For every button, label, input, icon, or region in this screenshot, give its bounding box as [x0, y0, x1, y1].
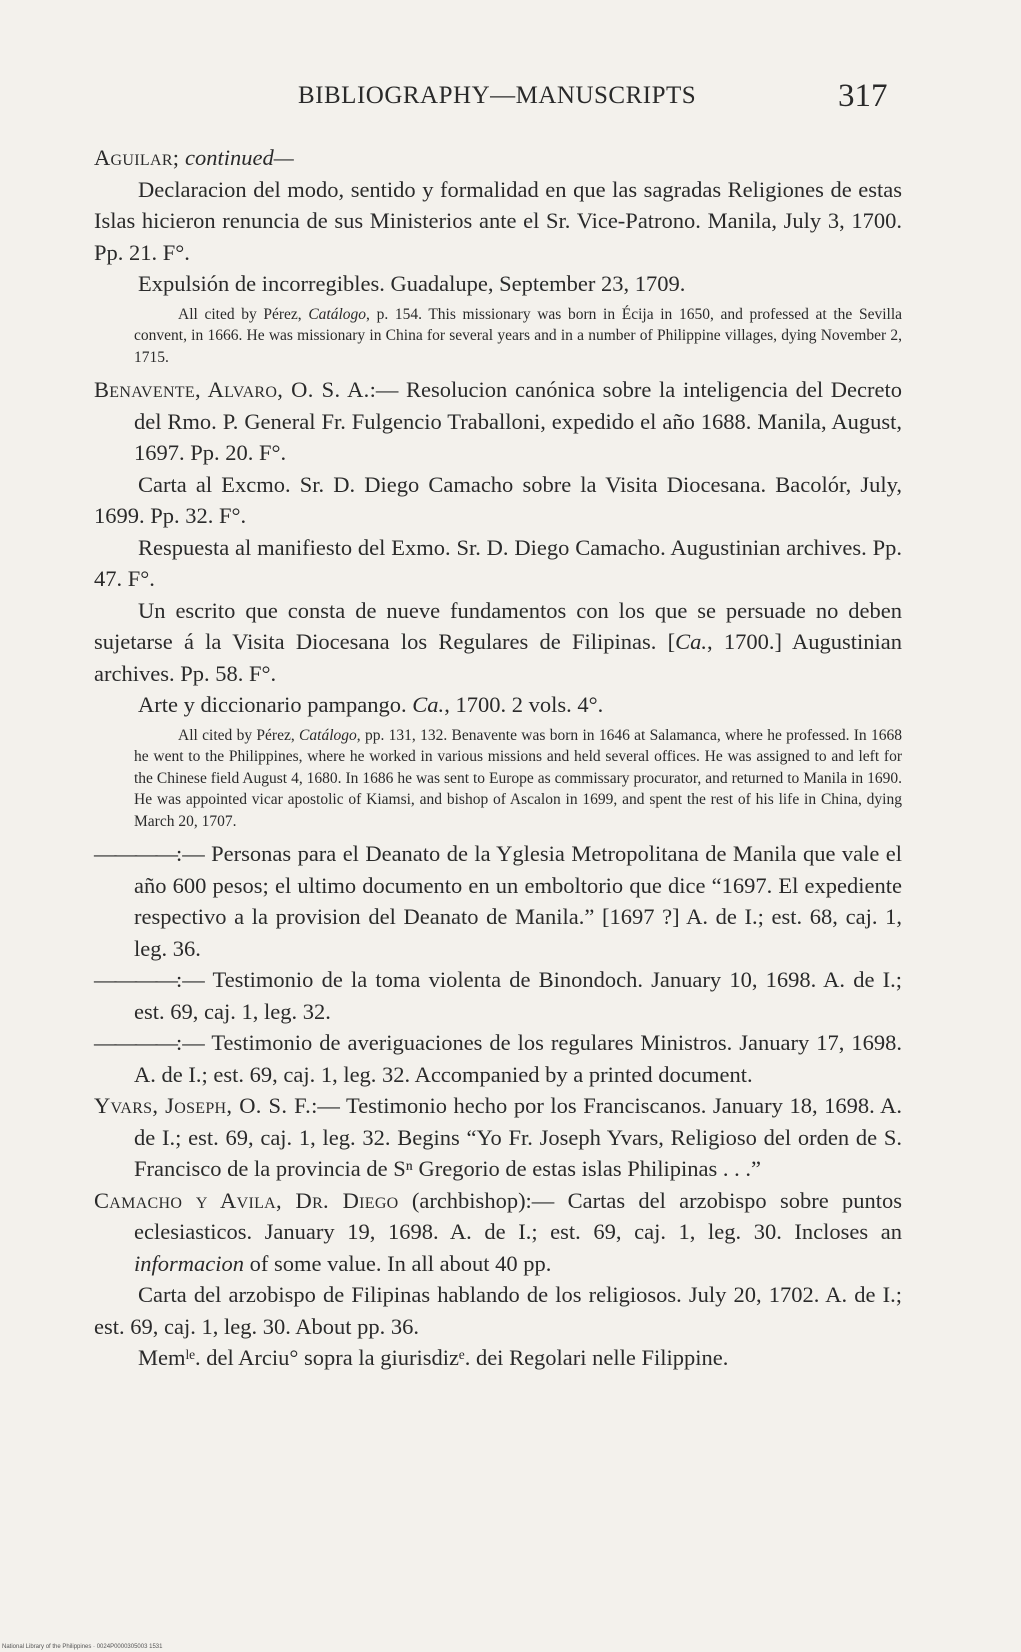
footnote: All cited by Pérez, Catálogo, pp. 131, 132. Benavente was born in 1646 at Salamanca, where he professed. In 1668 he went to the Philippines, where he worked in various missions and held several offices. He was assigned to and left for the Chinese field August 4, 1680. In 1686 he was sent to Europe as commissary procurator, and returned to Manila in 1690. He was appointed vicar apostolic of Kiamsi, and bishop of Ascalon in 1699, and spent the rest of his life in China, dying March 20, 1707.	[134, 726, 903, 830]
bibliography-item: Memˡᵉ. del Arciu° sopra la giurisdizᵉ. dei Regolari nelle Filippine.	[138, 1345, 729, 1370]
ditto-dash: ————	[94, 1030, 176, 1055]
bibliography-item: Arte y diccionario pampango. Ca., 1700. 2 vols. 4°.	[138, 692, 604, 717]
author-name: Benavente, Alvaro, O. S. A.	[94, 377, 370, 402]
bibliography-item: Camacho y Avila, Dr. Diego (archbishop):— Cartas del arzobispo sobre puntos eclesiasticos. January 19, 1698. A. de I.; est. 69, caj. 1, leg. 30. Incloses an informacion of some value. In all about 40 pp.	[94, 1187, 903, 1276]
bibliography-item: ————:— Testimonio de la toma violenta de Binondoch. January 10, 1698. A. de I.; est. 69, caj. 1, leg. 32.	[94, 967, 902, 1024]
scan-footer: National Library of the Philippines · 0024P0000305003 1531	[2, 1644, 163, 1650]
footnote: All cited by Pérez, Catálogo, p. 154. This missionary was born in Écija in 1650, and professed at the Sevilla convent, in 1666. He was missionary in China for several years and in a number of Philippine villages, dying November 2, 1715.	[134, 305, 903, 366]
bibliography-item: Yvars, Joseph, O. S. F.:— Testimonio hecho por los Franciscanos. January 18, 1698. A. de I.; est. 69, caj. 1, leg. 32. Begins “Yo Fr. Joseph Yvars, Religioso del orden de S. Francisco de la provincia de Sⁿ Gregorio de estas islas Philipinas . . .”	[94, 1093, 902, 1181]
continued-label: continued—	[184, 145, 294, 170]
entry-heading	[94, 142, 902, 174]
bibliography-item: Carta del arzobispo de Filipinas hablando de los religiosos. July 20, 1702. A. de I.; est. 69, caj. 1, leg. 30. About pp. 36.	[94, 1282, 902, 1339]
bibliography-item: Expulsión de incorregibles. Guadalupe, September 23, 1709.	[138, 271, 686, 296]
bibliography-item: Carta al Excmo. Sr. D. Diego Camacho sobre la Visita Diocesana. Bacolór, July, 1699. Pp. 32. F°.	[94, 471, 902, 528]
entry-anonymous-3	[94, 1027, 902, 1090]
bibliography-item: ————:— Personas para el Deanato de la Yglesia Metropolitana de Manila que vale el año 600 pesos; el ultimo documento en un emboltorio que dice “1697. El expediente respectivo a la provision del Deanato de Manila.” [1697 ?] A. de I.; est. 68, caj. 1, leg. 36.	[94, 841, 902, 961]
bibliography-item: Declaracion del modo, sentido y formalidad en que las sagradas Religiones de estas Islas hicieron renuncia de sus Ministerios ante el Sr. Vice-Patrono. Manila, July 3, 1700. Pp. 21. F°.	[94, 176, 902, 265]
bibliography-item: ————:— Testimonio de averiguaciones de los regulares Ministros. January 17, 1698. A. de I.; est. 69, caj. 1, leg. 32. Accompanied by a printed document.	[94, 1030, 902, 1087]
page-body	[94, 142, 902, 1374]
cited-title: Catálogo	[308, 305, 367, 323]
author-name: Camacho y Avila, Dr. Diego	[94, 1187, 399, 1213]
entry-camacho	[94, 1185, 902, 1374]
author-name: Yvars, Joseph, O. S. F.	[94, 1093, 312, 1118]
author-name: Aguilar;	[94, 145, 180, 170]
entry-benavente	[94, 374, 902, 832]
ditto-dash: ————	[94, 841, 176, 866]
entry-anonymous-2	[94, 964, 902, 1027]
entry-anonymous-1	[94, 838, 902, 964]
page-number: 317	[838, 78, 888, 114]
cited-title: Catálogo	[299, 726, 357, 744]
running-head: BIBLIOGRAPHY—MANUSCRIPTS	[298, 82, 697, 109]
entry-aguilar	[94, 142, 902, 368]
ditto-dash: ————	[94, 967, 176, 992]
entry-yvars	[94, 1090, 902, 1185]
bibliography-item: Benavente, Alvaro, O. S. A.:— Resolucion canónica sobre la inteligencia del Decreto del Rmo. P. General Fr. Fulgencio Traballoni, expedido el año 1688. Manila, August, 1697. Pp. 20. F°.	[94, 377, 902, 465]
bibliography-item: Respuesta al manifiesto del Exmo. Sr. D. Diego Camacho. Augustinian archives. Pp. 47. F°.	[94, 534, 902, 591]
bibliography-item: Un escrito que consta de nueve fundamentos con los que se persuade no deben sujetarse á la Visita Diocesana los Regulares de Filipinas. [Ca., 1700.] Augustinian archives. Pp. 58. F°.	[94, 597, 902, 686]
